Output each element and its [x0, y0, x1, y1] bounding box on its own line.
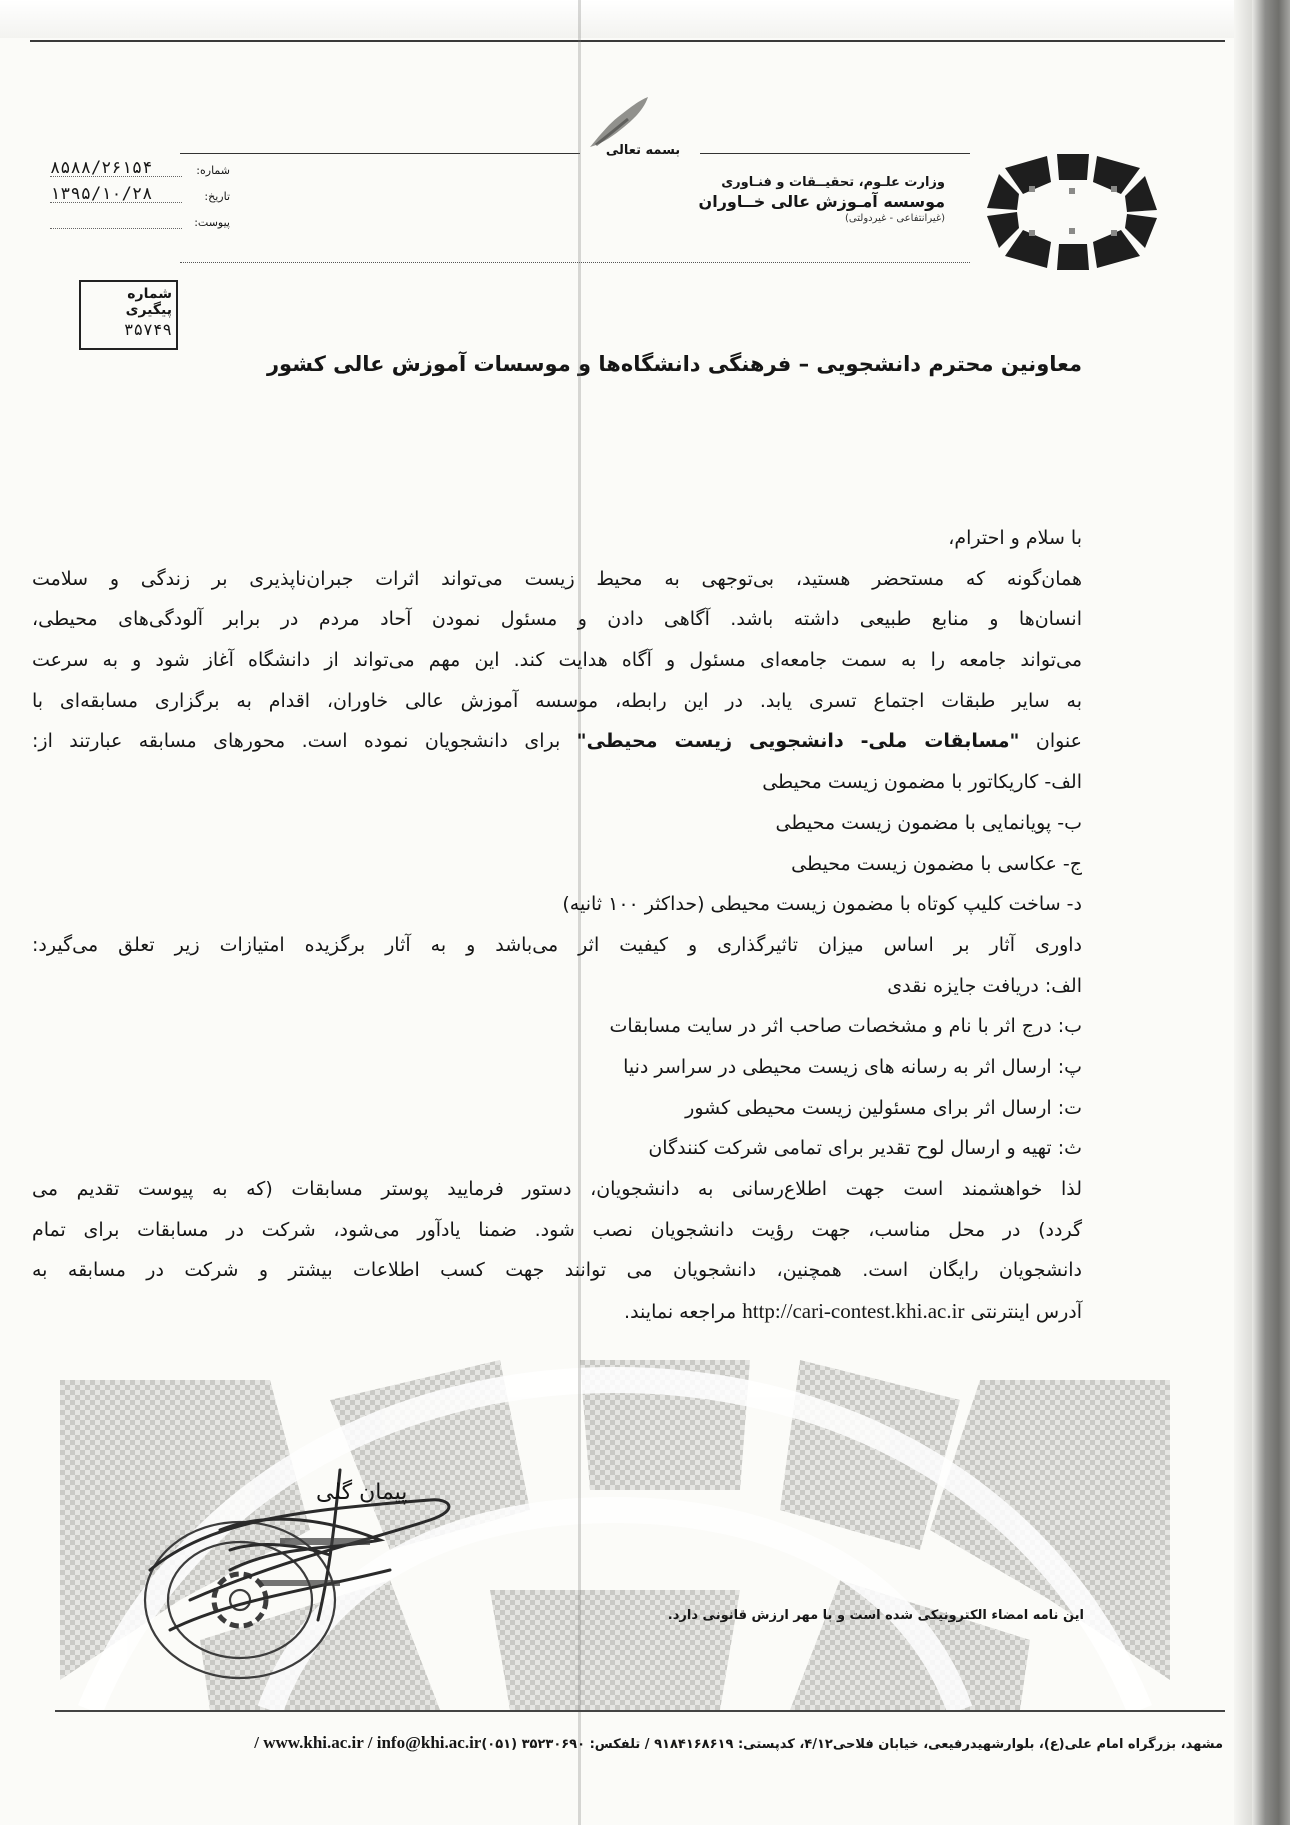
letter-body [32, 518, 1082, 1332]
date-label: تاریخ: [204, 190, 230, 203]
signer-name: پیمان گلی [316, 1480, 408, 1505]
topic-item: الف- کاریکاتور با مضمون زیست محیطی [762, 771, 1082, 794]
ink-smudge [588, 95, 650, 150]
judging-line: داوری آثار بر اساس میزان تاثیرگذاری و کیفیت اثر می‌باشد و به آثار برگزیده امتیازات زیر تعلق می‌گیرد: [32, 933, 1082, 956]
letter-number: ۸۵۸۸/۲۶۱۵۴ [50, 158, 153, 178]
institute-logo [985, 148, 1160, 273]
footer-contact [55, 1733, 1223, 1753]
institute-block [685, 175, 945, 224]
letter-date: ۱۳۹۵/۱۰/۲۸ [50, 184, 153, 204]
institute-note: (غیرانتفاعی - غیردولتی) [845, 213, 945, 224]
prize-item: ث: تهیه و ارسال لوح تقدیر برای تمامی شرکت کنندگان [648, 1137, 1082, 1160]
scan-top-edge [0, 0, 1250, 38]
paragraph-line: انسان‌ها و منابع طبیعی داشته باشد. آگاهی دادن و مسئول نمودن آحاد مردم در برابر آلودگی‌های محیطی، [32, 608, 1082, 631]
attachment-row [50, 210, 230, 236]
contest-url: http://cari-contest.khi.ac.ir [742, 1299, 965, 1324]
ministry-name: وزارت علـوم، تحقیــقات و فنـاوری [721, 175, 945, 190]
prize-item: الف: دریافت جایزه نقدی [887, 974, 1082, 997]
footer-address: مشهد، بزرگراه امام علی(ع)، بلوارشهیدرفیعی، خیابان فلاحی۴/۱۲، کدپستی: ۹۱۸۴۱۶۸۶۱۹ / تلفکس: [585, 1737, 1223, 1752]
topic-item: ج- عکاسی با مضمون زیست محیطی [791, 852, 1082, 875]
closing-line: لذا خواهشمند است جهت اطلاع‌رسانی به دانشجویان، دستور فرمایید پوستر مسابقات (که به پیوست تقدیم می [32, 1178, 1082, 1200]
closing-line: گردد) در محل مناسب، جهت رؤیت دانشجویان نصب شود. ضمنا یادآور می‌شود، شرکت در مسابقات برای تمام [32, 1218, 1082, 1241]
prize-item: پ: ارسال اثر به رسانه های زیست محیطی در سراسر دنیا [623, 1055, 1082, 1078]
date-row [50, 184, 230, 210]
tracking-box [79, 280, 178, 350]
tracking-number: ۳۵۷۴۹ [123, 320, 172, 339]
number-label: شماره: [196, 164, 230, 177]
closing-line: دانشجویان رایگان است. همچنین، دانشجویان می توانند جهت کسب اطلاعات بیشتر و شرکت در مسابقه به [32, 1259, 1082, 1282]
basmala: بسمه تعالی [605, 143, 681, 158]
footer-rule [55, 1710, 1225, 1712]
contest-name: "مسابقات ملی- دانشجویی زیست محیطی" [576, 730, 1020, 753]
letter-meta [50, 158, 230, 236]
scan-right-shadow [1234, 0, 1252, 1825]
topic-item: ب- پویانمایی با مضمون زیست محیطی [775, 811, 1082, 834]
attachment-label: پیوست: [194, 216, 230, 229]
letter-recipient-title: معاونین محترم دانشجویی – فرهنگی دانشگاه‌ها و موسسات آموزش عالی کشور [266, 352, 1082, 376]
scan-right-edge [1252, 0, 1290, 1825]
header-rule-left [180, 153, 580, 154]
e-signature-note: این نامه امضاء الکترونیکی شده است و با مهر ارزش قانونی دارد. [667, 1608, 1084, 1623]
paragraph-line: همان‌گونه که مستحضر هستید، بی‌توجهی به محیط زیست می‌تواند اثرات جبران‌ناپذیری بر زندگی و سلامت [32, 567, 1082, 590]
prize-item: ت: ارسال اثر برای مسئولین زیست محیطی کشور [685, 1096, 1082, 1119]
paragraph-line-contest [32, 721, 1082, 762]
tracking-label: شماره پیگیری [125, 286, 172, 318]
prize-item: ب: درج اثر با نام و مشخصات صاحب اثر در سایت مسابقات [609, 1015, 1082, 1038]
header-rule-bottom [180, 262, 970, 263]
text-run: مراجعه نمایند. [624, 1301, 743, 1324]
closing-line-url [32, 1291, 1082, 1332]
paragraph-line: به سایر طبقات اجتماع تسری یابد. در این رابطه، موسسه آموزش عالی خاوران، اقدام به برگزاری مسابقه‌ای با [32, 689, 1082, 712]
text-run: عنوان [1019, 730, 1082, 753]
text-run: آدرس اینترنتی [964, 1301, 1082, 1324]
number-row [50, 158, 230, 184]
institute-name: موسسه آمـوزش عالی خــاوران [698, 192, 945, 211]
greeting: با سلام و احترام، [948, 527, 1082, 549]
text-run: برای دانشجویان نموده است. محورهای مسابقه عبارتند از: [32, 730, 577, 753]
footer-phone: ۳۵۲۳۰۶۹۰ (۰۵۱) [481, 1737, 586, 1752]
topic-item: د- ساخت کلیپ کوتاه با مضمون زیست محیطی (حداکثر ۱۰۰ ثانیه) [562, 893, 1082, 916]
footer-web: / www.khi.ac.ir / info@khi.ac.ir [250, 1733, 482, 1752]
paragraph-line: می‌تواند جامعه را به سمت جامعه‌ای مسئول و آگاه هدایت کند. این مهم می‌تواند از دانشگاه آغاز شود و به سرعت [32, 649, 1082, 672]
top-rule [30, 40, 1225, 42]
header-rule-right [700, 153, 970, 154]
